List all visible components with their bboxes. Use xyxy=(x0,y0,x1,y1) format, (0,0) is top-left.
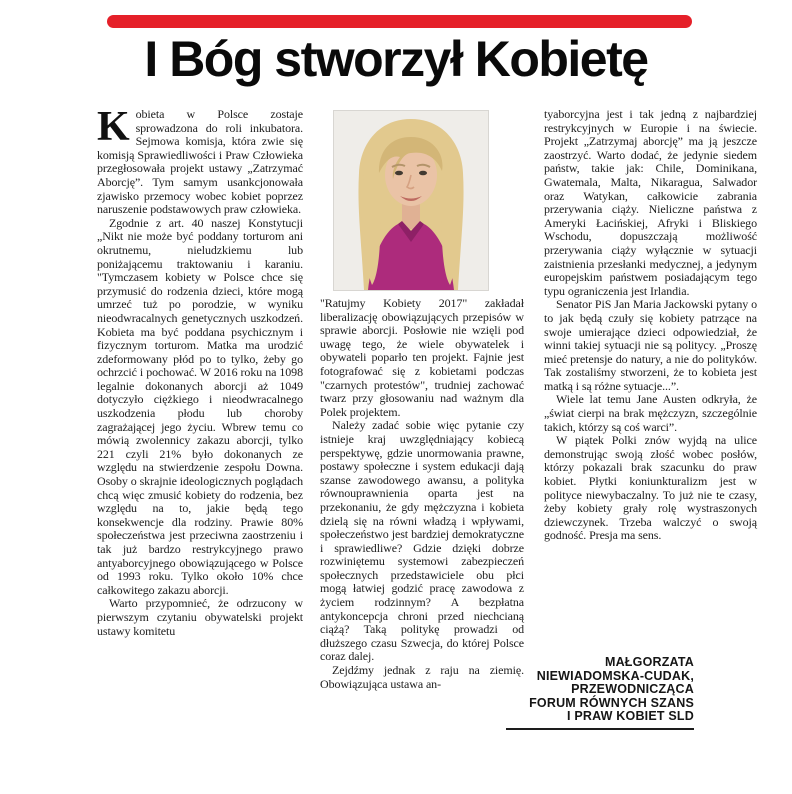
eye-right xyxy=(419,171,427,176)
signature-line: FORUM RÓWNYCH SZANS xyxy=(529,695,694,710)
signature-line: I PRAW KOBIET SLD xyxy=(566,709,694,723)
article-headline: I Bóg stworzył Kobietę xyxy=(144,31,648,87)
column-2 xyxy=(320,108,524,691)
paragraph-continuation: tyaborcyjna jest i tak jedną z najbardziej restrykcyjnych w Europie i na świecie. Projekt „Zatrzymaj aborcję” ma ją jeszcze zaostrzyć. Warto dodać, że jedynie siedem państw, takie jak: Chile, Dominikana, Gwatemala, Malta, Nikaragua, Salwador oraz Watykan, całkowicie zabrania przerywania ciąży. Nieliczne państwa z Ameryki Łacińskiej, Afryki i Bliskiego Wschodu, dopuszczają możliwość przerywania ciąży wyłącznie w sytuacji zaistnienia przesłanki medycznej, a jedynym europejskim państwem posiadającym tego typu ograniczenia jest Irlandia. xyxy=(544,107,757,298)
paragraph: Należy zadać sobie więc pytanie czy istnieje kraj uwzględniający kobiecą perspektywę, gdzie unormowania prawne, postawy społeczne i system edukacji dają szanse zawodowego awansu, a polityka równouprawnienia oparta jest na przekonaniu, że gdy mężczyzna i kobieta dzielą się na równi władzą i wpływami, społeczeństwo jest bardziej demokratyczne i sprawiedliwe? Gdzie dzięki dobrze rozwiniętemu systemowi zabezpieczeń społecznych przedstawiciele obu płci mogą łatwiej godzić pracę zawodowa z życiem rodzinnym? A bezpłatna antykoncepcja chroni przed niechcianą ciążą? Taką politykę prowadzi od dłuższego czasu Szwecja, do której Polsce coraz dalej. xyxy=(320,418,524,664)
column-1 xyxy=(97,104,303,691)
paragraph-continuation: "Ratujmy Kobiety 2017" zakładał liberalizację obowiązujących przepisów w sprawie aborcji. Posłowie nie wzięli pod uwagę tego, że wiele obywatelek i obywateli poparło ten projekt. Fajnie jest fotografować się z kobietami podczas "czarnych protestów", trudniej zachować twarz przy głosowaniu nad ważnym dla Polek projektem. xyxy=(320,296,524,419)
paragraph-lead xyxy=(97,104,303,217)
signature-line: PRZEWODNICZĄCA xyxy=(571,682,694,696)
portrait-illustration xyxy=(334,111,488,290)
eye-left xyxy=(395,171,403,176)
paragraph: Zgodnie z art. 40 naszej Konstytucji „Nikt nie może być poddany torturom ani okrutnemu, nieludzkiemu lub poniżającemu traktowaniu i karaniu. "Tymczasem kobiety w Polsce chce się przymusić do rodzenia dzieci, które mogą umrzeć tuż po porodzie, w wyniku nieodwracalnych genetycznych uszkodzeń. Kobieta ma być poddana psychicznym i fizycznym torturom. Matka ma urodzić zdeformowany płód po to tylko, żeby go ochrzcić i pochować. W 2016 roku na 1098 legalnie dokonanych aborcji aż 1049 dotyczyło ciężkiego i nieodwracalnego uszkodzenia płodu lub choroby zagrażającej jego życiu. Wbrew temu co mówią zwolennicy zakazu aborcji, tylko 221 czyli 21% było dokonanych ze względu na stwierdzenie zespołu Downa. Osoby o skrajnie ideologicznych poglądach chcą więc zmusić kobiety do rodzenia, bez względu na to, jakie będą tego konsekwencje dla rodziny. Prawie 80% społeczeństwa jest przeciwna zaostrzeniu i tak już bardzo restrykcyjnego prawo antyaborcyjnego obowiązującego w Polsce od 1993 roku. Tylko około 10% chce całkowitego zakazu aborcji. xyxy=(97,215,303,597)
top-red-bar xyxy=(107,15,692,28)
signature-line: NIEWIADOMSKA-CUDAK, xyxy=(536,668,694,683)
paragraph-text: obieta w Polsce zostaje sprowadzona do roli inkubatora. Sejmowa komisja, która zwie się komisją Sprawiedliwości i Praw Człowieka przegłosowała projekt ustawy „Zatrzymać Aborcję”. Tym samym usankcjonowała zjawisko przemocy wobec kobiet poprzez naruszenie podstawowych praw człowieka. xyxy=(97,107,303,217)
dropcap-letter: K xyxy=(97,104,130,150)
author-signature xyxy=(506,656,694,730)
paragraph: Wiele lat temu Jane Austen odkryła, że „świat cierpi na brak mężczyzn, szczególnie takich, którzy są coś warci”. xyxy=(544,392,757,434)
paragraph: Zejdźmy jednak z raju na ziemię. Obowiązująca ustawa an- xyxy=(320,663,524,691)
author-photo xyxy=(333,110,489,291)
signature-line: MAŁGORZATA xyxy=(604,655,694,669)
column-3 xyxy=(544,108,757,691)
paragraph: Warto przypomnieć, że odrzucony w pierwszym czytaniu obywatelski projekt ustawy komitetu xyxy=(97,596,303,638)
article-body xyxy=(97,104,757,691)
paragraph: W piątek Polki znów wyjdą na ulice demonstrując swoją złość wobec posłów, którzy pokazali brak szacunku do praw kobiet. Płytki koniunkturalizm jest w polityce niewybaczalny. To już nie te czasy, żeby kobiety grały rolę wystraszonych dziewczynek. Trzeba walczyć o swoją godność. Presja ma sens. xyxy=(544,433,757,543)
paragraph: Senator PiS Jan Maria Jackowski pytany o to jak będą czuły się kobiety patrzące na swoje umierające dzieci odpowiedział, że winni takiej sytuacji nie są politycy. „Proszę mieć pretensje do natury, a nie do polityków. Tak zostaliśmy stworzeni, że to kobieta jest matką i są różne sytuacje...”. xyxy=(544,297,757,393)
